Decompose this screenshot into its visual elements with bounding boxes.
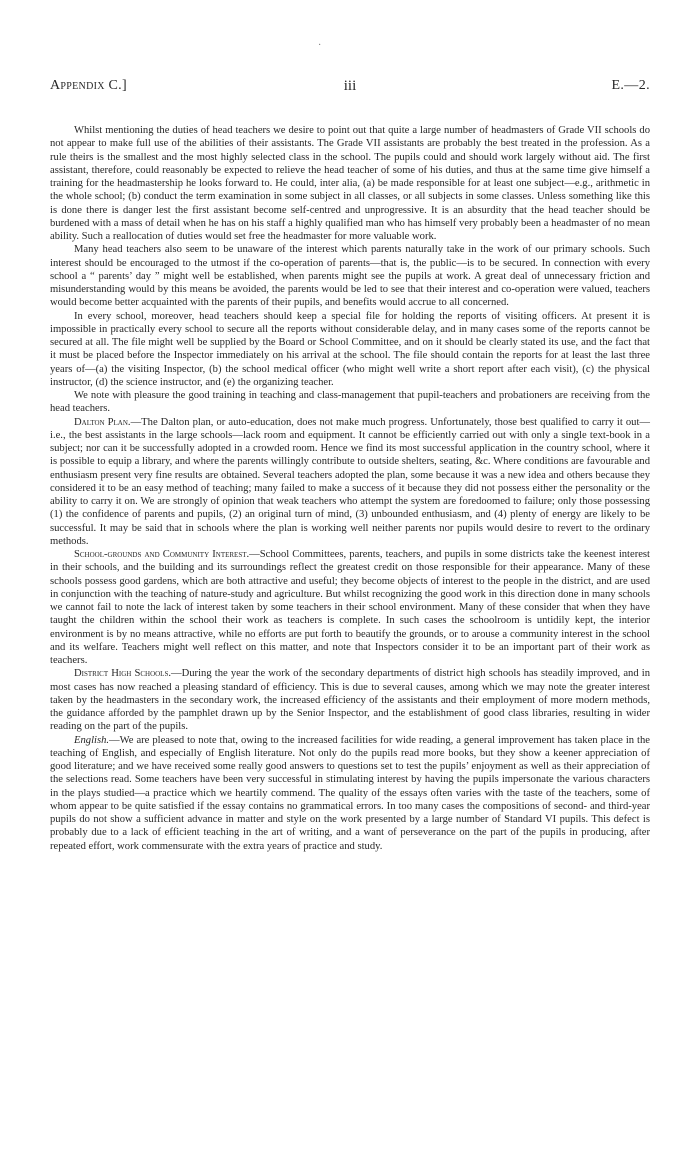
section-heading-district-high-schools: District High Schools. [74, 668, 172, 680]
paragraph-head-teacher-duties: Whilst mentioning the duties of head teachers we desire to point out that quite a large number of headmasters of Grade VII schools do not appear to make full use of the abilities of their assistants. The Grade VII assistants are probably the best treated in the profession. As a rule theirs is the smallest and the most highly selected class in the school. The pupils could and should work largely without aid. The first assistant, therefore, could reasonably be expected to relieve the head teacher of some of his duties, and thus at the same time give himself a training for the headmastership he looks forward to. He could, inter alia, (a) be made responsible for at least one subject—e.g., arithmetic in the whole school; (b) conduct the term examination in some subject in all classes, or all subjects in some classes. Unless something like this is done there is danger lest the first assistant become self-centred and unprogressive. It is an absurdity that the head teacher should be burdened with a mass of detail when he has on his staff a highly qualified man who has himself very probably been a headmaster of no mean ability. Such a reallocation of duties would set free the headmaster for more valuable work. [50, 125, 650, 242]
section-heading-school-grounds: School-grounds and Community Interest. [74, 549, 250, 560]
page-mark: · [318, 40, 322, 51]
paragraph-english [50, 734, 650, 853]
running-header [50, 78, 650, 98]
school-grounds-text: —School Committees, parents, teachers, and pupils in some districts take the keenest interest in their schools, and the building and its surroundings reflect the greatest credit on those responsible for their appearance. Many of these schools possess good gardens, which are both attractive and useful; they become objects of interest to the people in the district, and are used in conjunction with the teaching of nature-study and agriculture. But whilst recognizing the good work in this direction done in many schools we cannot fail to note the lack of interest taken by some teachers in their school environment. Many of these consider that when they have taught the children within the school their work as teachers is complete. In such cases the schoolroom is untidily kept, the interior environment is by no means attractive, while no efforts are put forth to beautify the grounds, or to arouse a community interest in the school and its welfare. Teachers might well reflect on this matter, and note that Inspectors consider it to be an important part of their work as teachers. [50, 549, 650, 666]
body-text [50, 124, 650, 853]
paragraph-parents-interest: Many head teachers also seem to be unaware of the interest which parents naturally take in the work of our primary schools. Such interest should be encouraged to the utmost if the co-operation of parents—that is, the public—is to be secured. In connection with every school a “ parents’ day ” might well be established, when parents might see the pupils at work. A great deal of unnecessary friction and misunderstanding would by this means be avoided, the parents would be led to see that their interest and co-operation were valued, teachers would become better acquainted with the parents of their pupils, and benefits would accrue to all concerned. [50, 244, 650, 309]
english-text: —We are pleased to note that, owing to the increased facilities for wide reading, a general improvement has taken place in the teaching of English, and especially of English literature. Not only do the pupils read more books, but they show a keener appreciation of good literature; and we have received some really good answers to questions set to test the pupils’ enjoyment as well as their appreciation of the selections read. Some teachers have been very successful in stimulating interest by having the pupils impersonate the various characters in the plays studied—a practice which we heartily commend. The quality of the essays often varies with the taste of the teachers, some of whom appear to be quite satisfied if the essay contains no grammatical errors. In too many cases the compositions of second- and third-year pupils do not show a sufficient advance in matter and style on the work presented by a large number of Standard VI pupils. This defect is probably due to a lack of efficient teaching in the art of writing, and a want of perseverance on the part of the pupils in producing, after repeated effort, work commensurate with the extra years of practice and study. [50, 734, 650, 852]
paragraph-district-high-schools [50, 667, 650, 733]
appendix-label: Appendix C.] [50, 78, 127, 93]
document-code: E.—2. [611, 78, 650, 93]
paragraph-pupil-teachers: We note with pleasure the good training in teaching and class-management that pupil-teachers and probationers are receiving from the head teachers. [50, 390, 650, 415]
paragraph-school-grounds [50, 548, 650, 667]
district-high-schools-text: —During the year the work of the secondary departments of district high schools has steadily improved, and in most cases has now reached a pleasing standard of efficiency. This is due to several causes, among which we may note the greater interest taken by the headmasters in the secondary work, the increased efficiency of the assistants and their employment of more modern methods, the guidance afforded by the pamphlet drawn up by the Senior Inspector, and the establishment of good class libraries, resulting in wider reading on the part of the pupils. [50, 668, 651, 733]
page-number: iii [343, 78, 357, 94]
paragraph-dalton-plan [50, 416, 650, 549]
paragraph-reports-file: In every school, moreover, head teachers should keep a special file for holding the reports of visiting officers. At present it is impossible in practically every school to secure all the reports without considerable delay, and in many cases some of the reports cannot be secured at all. The file might well be supplied by the Board or School Committee, and on it should be clearly stated its use, and the fact that it must be placed before the Inspector immediately on his arrival at the school. The file should contain the reports for at least the last three years of—(a) the visiting Inspector, (b) the school medical officer (who might well write a short report after each visit), (c) the physical instructor, (d) the science instructor, and (e) the organizing teacher. [50, 310, 650, 388]
dalton-plan-text: —The Dalton plan, or auto-education, does not make much progress. Unfortunately, those best qualified to carry it out—i.e., the best assistants in the large schools—lack room and equipment. It cannot be efficiently carried out with only a single text-book in a subject; nor can it be successfully adopted in a crowded room. Hence we find its most successful application in the country school, where it is possible to equip a library, and where the parents willingly contribute to outside shelters, seating, &c. Where conditions are favourable and enthusiasm present very fine results are obtained. Several teachers adopted the plan, some because it was a new idea and others because they considered it to be an easy method of teaching; many failed to make a success of it because they did not possess either the personality or the ability to carry it on. We are strongly of opinion that weak teachers who attempt the system are foredoomed to failure; only those possessing (1) the confidence of parents and pupils, (2) an original turn of mind, (3) unbounded enthusiasm, and (4) plenty of energy are likely to be successful. It may be said that in schools where the plan is working well neither parents nor pupils would desire to revert to the ordinary methods. [50, 416, 650, 547]
section-heading-english: English. [74, 734, 110, 746]
section-heading-dalton-plan: Dalton Plan. [74, 416, 131, 428]
